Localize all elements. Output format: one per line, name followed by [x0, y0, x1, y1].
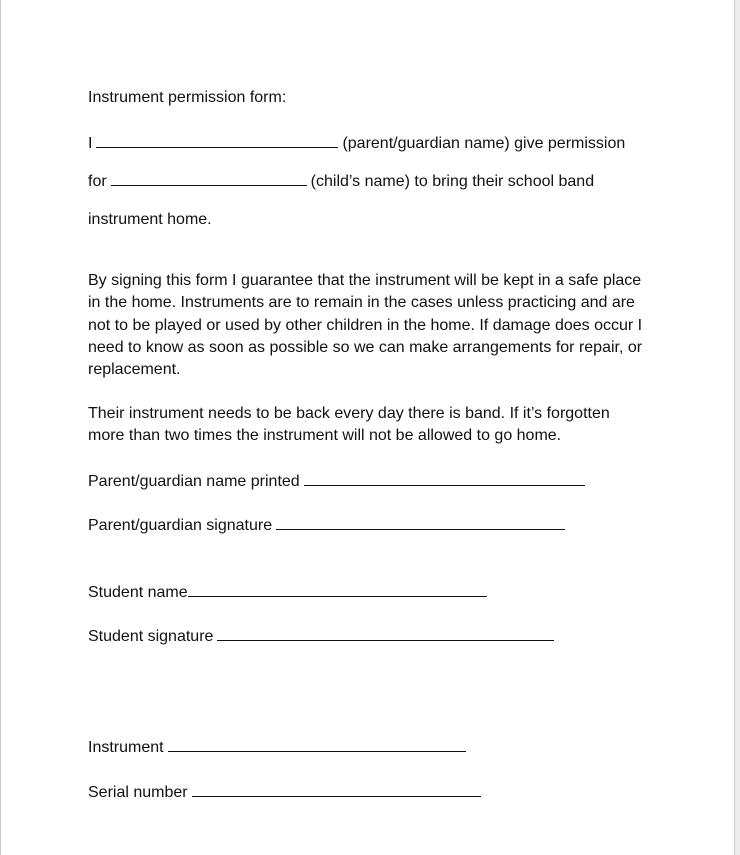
child-name-blank[interactable] [111, 171, 307, 186]
child-permission-line [88, 171, 594, 192]
instrument-blank[interactable] [168, 737, 466, 752]
line2-prefix: for [88, 173, 107, 190]
parent-guardian-name-blank[interactable] [96, 133, 338, 148]
parent-name-printed-blank[interactable] [304, 471, 585, 486]
instrument-label: Instrument [88, 739, 164, 756]
guarantee-paragraph: By signing this form I guarantee that the instrument will be kept in a safe place in the home. Instruments are to remain in the cases unless practicing and are not to be played or used by other children in the home. If damage does occur I need to know as soon as possible so we can make arrangements for repair, or replacement. [88, 272, 643, 379]
instrument-row [88, 737, 470, 758]
parent-signature-blank[interactable] [276, 515, 565, 530]
serial-number-label: Serial number [88, 784, 188, 801]
parent-signature-label: Parent/guardian signature [88, 517, 273, 534]
serial-number-blank[interactable] [192, 782, 481, 797]
line1-suffix: (parent/guardian name) give permission [342, 135, 626, 152]
student-signature-label: Student signature [88, 628, 214, 645]
parent-permission-line [88, 133, 625, 154]
student-name-label: Student name [88, 584, 188, 601]
return-policy-paragraph: Their instrument needs to be back every day there is band. If it’s forgotten more than two times the instrument will not be allowed to go home. [88, 405, 610, 445]
student-signature-blank[interactable] [217, 626, 554, 641]
parent-name-printed-row [88, 471, 589, 492]
form-title: Instrument permission form: [88, 89, 287, 106]
parent-name-printed-label: Parent/guardian name printed [88, 473, 300, 490]
line2-suffix: (child’s name) to bring their school band [310, 173, 595, 190]
student-signature-row [88, 626, 558, 647]
serial-number-row [88, 782, 485, 803]
instrument-home-line: instrument home. [88, 211, 212, 228]
line1-prefix: I [88, 135, 93, 152]
student-name-row [88, 582, 491, 603]
parent-signature-row [88, 515, 569, 536]
student-name-blank[interactable] [188, 582, 487, 597]
